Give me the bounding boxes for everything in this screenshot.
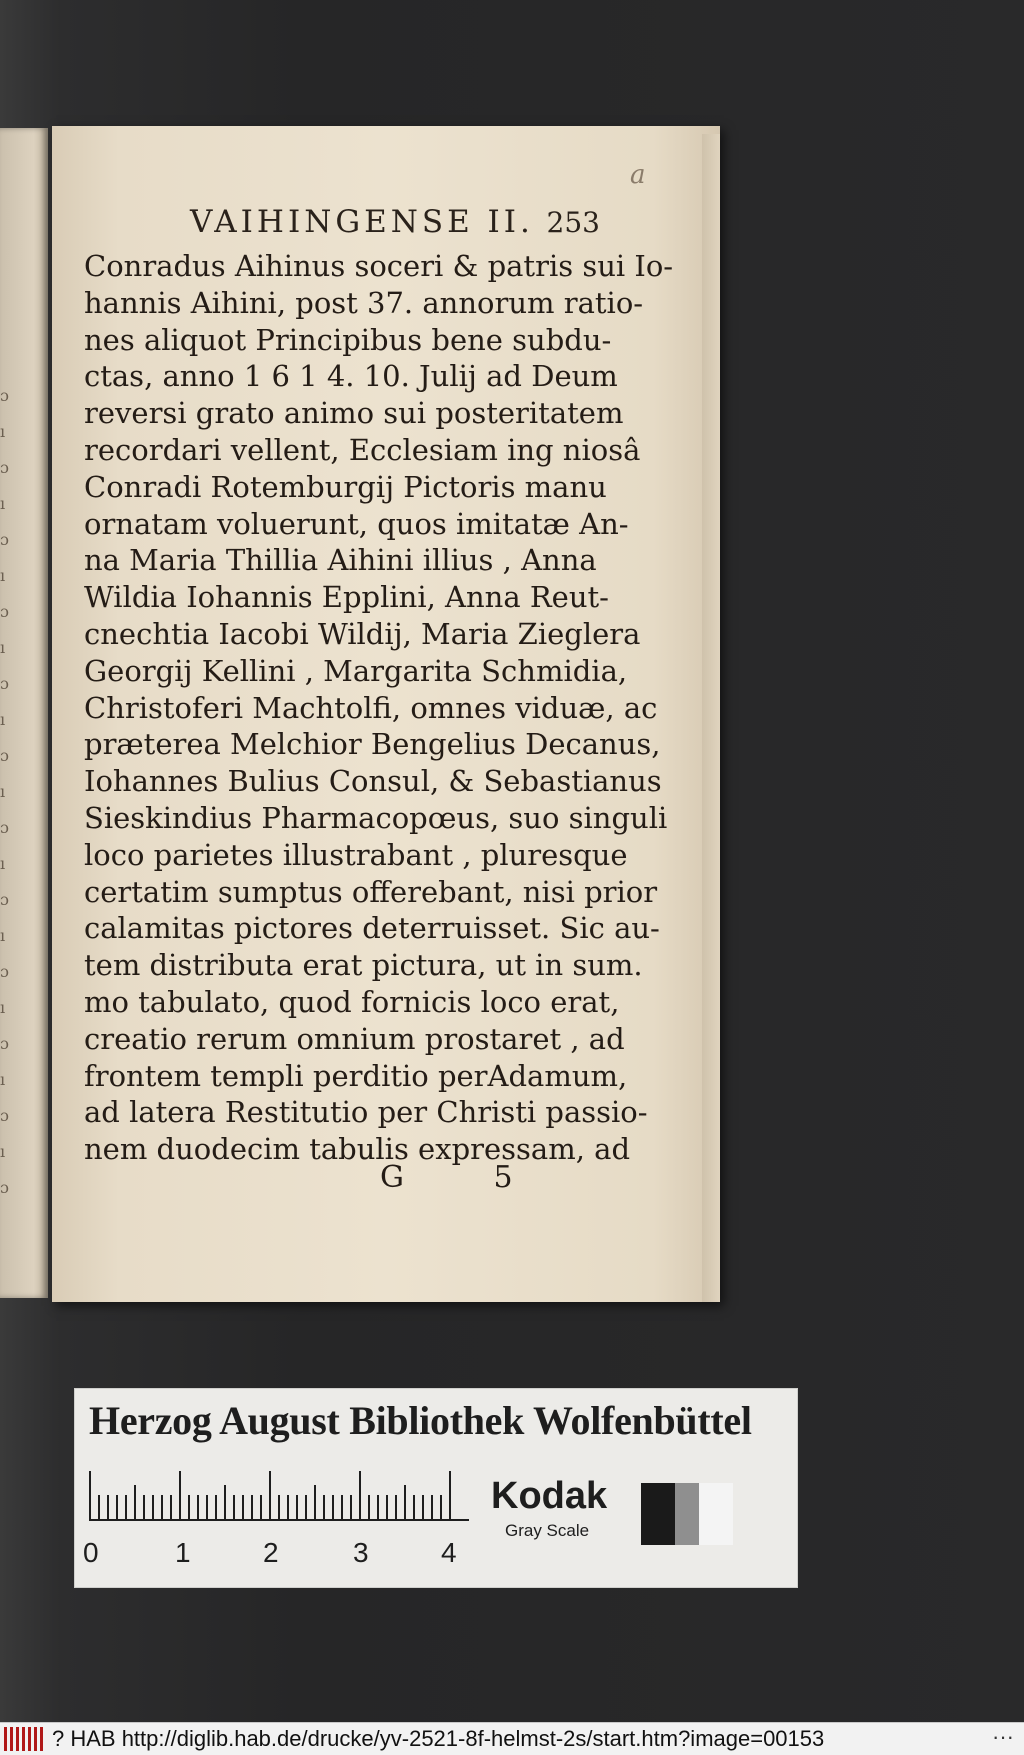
text-line: cnechtia Iacobi Wildij, Maria Zieglera	[84, 616, 641, 651]
text-line: Conradi Rotemburgij Pictoris manu	[84, 469, 607, 504]
ruler-tick	[242, 1495, 244, 1519]
ruler-tick	[161, 1495, 163, 1519]
running-title: VAIHINGENSE II.	[190, 204, 534, 240]
page-fore-edge	[702, 134, 720, 1302]
previous-page-fragments: ɔ ı ɔ ı ɔ ı ɔ ı ɔ ı ɔ ı ɔ ı ɔ ı ɔ ı ɔ ı ɔ ı ɔ	[0, 386, 9, 1197]
text-line: tem distributa erat pictura, ut in sum.	[84, 948, 643, 983]
signature-mark: G 5	[380, 1160, 553, 1195]
ruler-tick	[323, 1495, 325, 1519]
status-url[interactable]: ? HAB http://diglib.hab.de/drucke/yv-2521-8f-helmst-2s/start.htm?image=00153	[52, 1726, 825, 1751]
ruler-tick	[197, 1495, 199, 1519]
white-patch	[699, 1483, 733, 1545]
text-line: ad latera Restitutio per Christi passio-	[84, 1095, 648, 1130]
ruler-tick	[260, 1495, 262, 1519]
ruler-tick	[431, 1495, 433, 1519]
ruler-tick	[404, 1485, 406, 1519]
ruler-tick	[377, 1495, 379, 1519]
ruler-tick	[251, 1495, 253, 1519]
ruler-tick	[116, 1495, 118, 1519]
ruler-tick	[359, 1471, 361, 1519]
ruler-tick	[350, 1495, 352, 1519]
ruler-scale	[89, 1467, 469, 1521]
ruler-tick	[179, 1471, 181, 1519]
ruler-label: 4	[441, 1537, 457, 1568]
ruler-tick	[287, 1495, 289, 1519]
text-line: ctas, anno 1 6 1 4. 10. Julij ad Deum	[84, 359, 618, 394]
ruler-tick	[152, 1495, 154, 1519]
ruler-tick	[305, 1495, 307, 1519]
text-line: Christoferi Machtolfi, omnes viduæ, ac	[84, 690, 658, 725]
ruler-tick	[422, 1495, 424, 1519]
text-line: hannis Aihini, post 37. annorum ratio-	[84, 285, 644, 320]
ruler-label: 3	[353, 1537, 369, 1568]
text-line: Georgij Kellini , Margarita Schmidia,	[84, 653, 628, 688]
ruler-tick	[332, 1495, 334, 1519]
text-line: calamitas pictores deterruisset. Sic au-	[84, 911, 660, 946]
text-line: reversi grato animo sui posteritatem	[84, 396, 624, 431]
ruler-tick	[341, 1495, 343, 1519]
ruler-tick	[125, 1495, 127, 1519]
ruler-tick	[134, 1485, 136, 1519]
ruler-tick	[449, 1471, 451, 1519]
ruler-tick	[170, 1495, 172, 1519]
text-line: Conradus Aihinus soceri & patris sui Io-	[84, 249, 674, 283]
ruler-tick	[224, 1485, 226, 1519]
text-line: na Maria Thillia Aihini illius , Anna	[84, 543, 597, 578]
ruler-tick	[233, 1495, 235, 1519]
body-text	[84, 248, 674, 1168]
more-options-icon[interactable]: ···	[992, 1724, 1014, 1749]
margin-note: a	[630, 160, 646, 190]
color-target-card	[74, 1388, 798, 1588]
ruler-tick	[395, 1495, 397, 1519]
text-line: ornatam voluerunt, quos imitatæ An-	[84, 506, 629, 541]
text-line: recordari vellent, Ecclesiam ing niosâ	[84, 432, 641, 467]
text-line: mo tabulato, quod fornicis loco erat,	[84, 984, 620, 1019]
text-line: certatim sumptus offerebant, nisi prior	[84, 874, 658, 909]
ruler-tick	[107, 1495, 109, 1519]
text-line: Sieskindius Pharmacopœus, suo singuli	[84, 800, 668, 835]
ruler-tick	[278, 1495, 280, 1519]
previous-page-edge	[0, 128, 48, 1298]
ruler-tick	[386, 1495, 388, 1519]
gray-patch	[675, 1483, 699, 1545]
black-patch	[641, 1483, 675, 1545]
ruler-label: 2	[263, 1537, 279, 1568]
text-line: creatio rerum omnium prostaret , ad	[84, 1021, 625, 1056]
hab-logo-icon	[4, 1727, 44, 1751]
ruler-tick	[206, 1495, 208, 1519]
ruler-tick	[440, 1495, 442, 1519]
page-number: 253	[546, 206, 600, 239]
text-line: Wildia Iohannis Epplini, Anna Reut-	[84, 580, 609, 615]
running-head	[80, 204, 610, 244]
gray-scale-label: Gray Scale	[505, 1521, 590, 1540]
ruler-tick	[89, 1471, 91, 1519]
ruler-tick	[215, 1495, 217, 1519]
text-line: nem duodecim tabulis expressam, ad	[84, 1132, 631, 1167]
text-line: Iohannes Bulius Consul, & Sebastianus	[84, 764, 662, 799]
ruler-tick	[269, 1471, 271, 1519]
browser-status-bar	[0, 1722, 1024, 1755]
ruler-label: 0	[83, 1537, 99, 1568]
kodak-logo: Kodak	[491, 1475, 608, 1517]
text-line: frontem templi perditio perAdamum,	[84, 1058, 628, 1093]
text-line: nes aliquot Principibus bene subdu-	[84, 322, 612, 357]
ruler-label: 1	[175, 1537, 191, 1568]
ruler-tick	[296, 1495, 298, 1519]
ruler-tick	[143, 1495, 145, 1519]
text-line: loco parietes illustrabant , pluresque	[84, 837, 628, 872]
ruler-tick	[368, 1495, 370, 1519]
ruler-tick	[98, 1495, 100, 1519]
text-line: præterea Melchior Bengelius Decanus,	[84, 727, 661, 762]
ruler-tick	[413, 1495, 415, 1519]
ruler-tick	[314, 1485, 316, 1519]
ruler-tick	[188, 1495, 190, 1519]
library-title: Herzog August Bibliothek Wolfenbüttel	[89, 1398, 752, 1443]
